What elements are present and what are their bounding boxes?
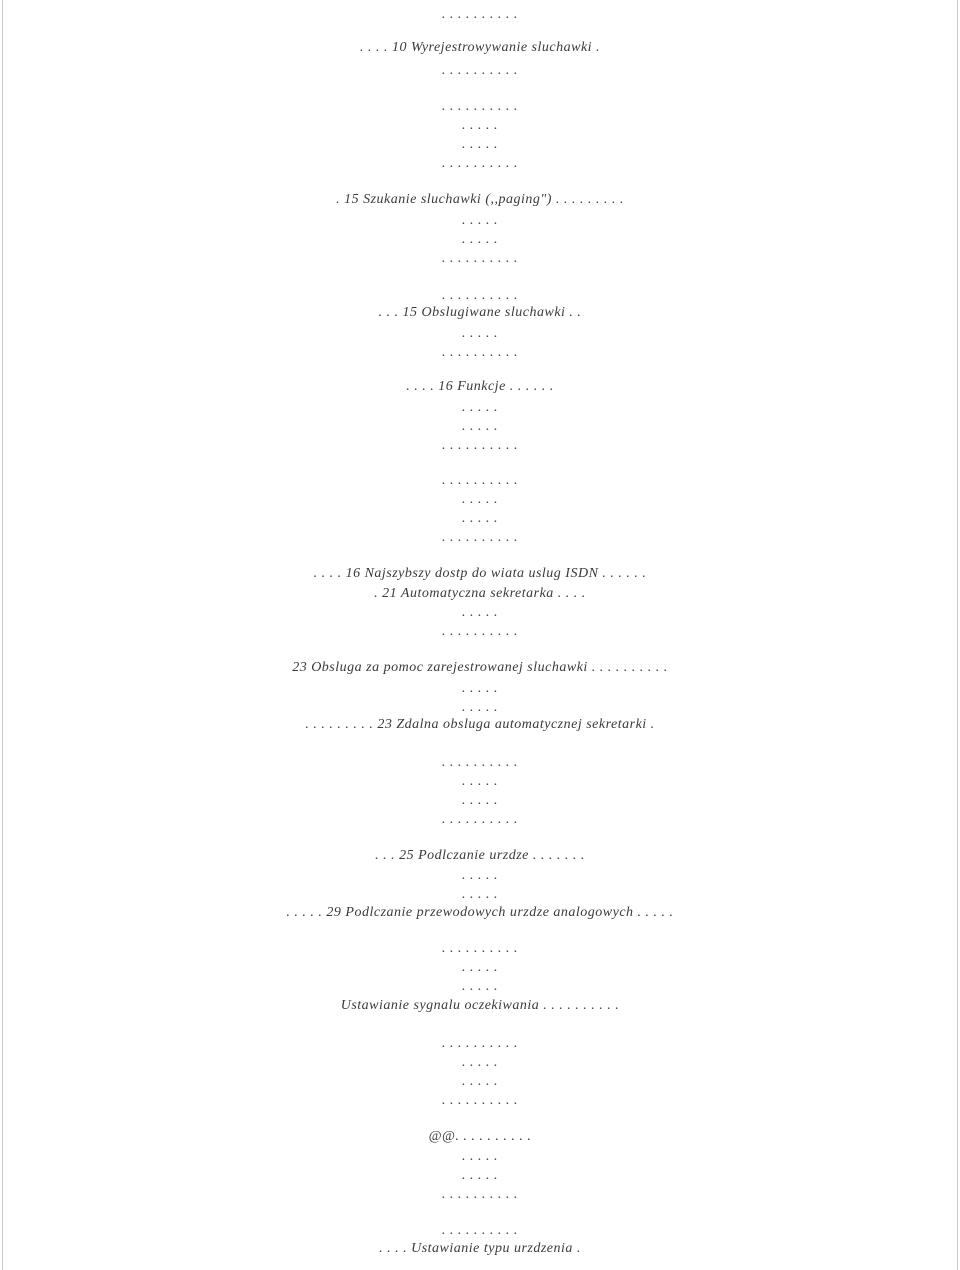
toc-line: . . . . . bbox=[462, 118, 498, 133]
toc-line: . . . . . bbox=[462, 492, 498, 507]
toc-line: . . . . . bbox=[462, 326, 498, 341]
toc-line: Ustawianie sygnalu oczekiwania . . . . . . . . . . bbox=[340, 998, 620, 1013]
toc-line: . . . . . . . . . . bbox=[442, 530, 518, 545]
toc-line: . . . . . bbox=[462, 419, 498, 434]
toc-line: . . . . . . . . . . bbox=[442, 941, 518, 956]
toc-line: . . . . . . . . . . bbox=[442, 345, 518, 360]
toc-line: . . . . . . . . . . bbox=[442, 99, 518, 114]
toc-line: . . . . . . . . . . bbox=[442, 473, 518, 488]
toc-line: . . . . . . . . . . bbox=[442, 438, 518, 453]
toc-line: . . . . . . . . . . bbox=[442, 624, 518, 639]
toc-line: . . . . . . . . . . bbox=[442, 288, 518, 303]
toc-line: . . . . . bbox=[462, 960, 498, 975]
toc-line: . . . . . . . . . . bbox=[442, 251, 518, 266]
toc-line: . . . . . . . . . . bbox=[442, 1036, 518, 1051]
toc-line: . . . . . . . . . 23 Zdalna obsluga automatycznej sekretarki . bbox=[305, 717, 655, 732]
toc-line: . . . . Ustawianie typu urzdzenia . bbox=[379, 1241, 581, 1256]
toc-line: . . . . 16 Funkcje . . . . . . bbox=[406, 379, 554, 394]
toc-line: . . . . . . . . . . bbox=[442, 812, 518, 827]
toc-line: @@. . . . . . . . . . bbox=[428, 1129, 532, 1144]
toc-line: . . . . . bbox=[462, 213, 498, 228]
toc-line: . . . . . 29 Podlczanie przewodowych urzdze analogowych . . . . . bbox=[286, 905, 674, 920]
toc-line: . . . . . . . . . . bbox=[442, 1187, 518, 1202]
toc-line: . . . 25 Podlczanie urzdze . . . . . . . bbox=[375, 848, 585, 863]
toc-line: . . . . . bbox=[462, 979, 498, 994]
toc-line: . . . . . bbox=[462, 868, 498, 883]
toc-line: . . . . . bbox=[462, 400, 498, 415]
toc-line: . . . . . bbox=[462, 887, 498, 902]
toc-line: . . . . . . . . . . bbox=[442, 1093, 518, 1108]
toc-line: . . . . . . . . . . bbox=[442, 7, 518, 22]
toc-line: . 21 Automatyczna sekretarka . . . . bbox=[374, 586, 586, 601]
toc-line: . . . . . bbox=[462, 681, 498, 696]
toc-line: . . . . . . . . . . bbox=[442, 156, 518, 171]
toc-line: . . . . . . . . . . bbox=[442, 63, 518, 78]
toc-line: . . . . . bbox=[462, 232, 498, 247]
toc-line: . . . . . bbox=[462, 793, 498, 808]
toc-line: 23 Obsluga za pomoc zarejestrowanej sluchawki . . . . . . . . . . bbox=[292, 660, 668, 675]
toc-line: . . . . 16 Najszybszy dostp do wiata uslug ISDN . . . . . . bbox=[313, 566, 647, 581]
toc-line: . . . . . bbox=[462, 137, 498, 152]
toc-line: . . . . . bbox=[462, 1074, 498, 1089]
toc-line: . . . . . bbox=[462, 1149, 498, 1164]
toc-line: . . . . . bbox=[462, 1055, 498, 1070]
toc-line: . 15 Szukanie sluchawki (,,paging") . . . . . . . . . bbox=[336, 192, 624, 207]
toc-line: . . . . 10 Wyrejestrowywanie sluchawki . bbox=[359, 40, 601, 55]
toc-line: . . . . . bbox=[462, 605, 498, 620]
toc-line: . . . . . bbox=[462, 774, 498, 789]
toc-line: . . . . . bbox=[462, 700, 498, 715]
toc-line: . . . . . bbox=[462, 1168, 498, 1183]
toc-line: . . . . . . . . . . bbox=[442, 1223, 518, 1238]
toc-line: . . . . . . . . . . bbox=[442, 755, 518, 770]
toc-line: . . . 15 Obslugiwane sluchawki . . bbox=[378, 305, 582, 320]
toc-line: . . . . . bbox=[462, 511, 498, 526]
